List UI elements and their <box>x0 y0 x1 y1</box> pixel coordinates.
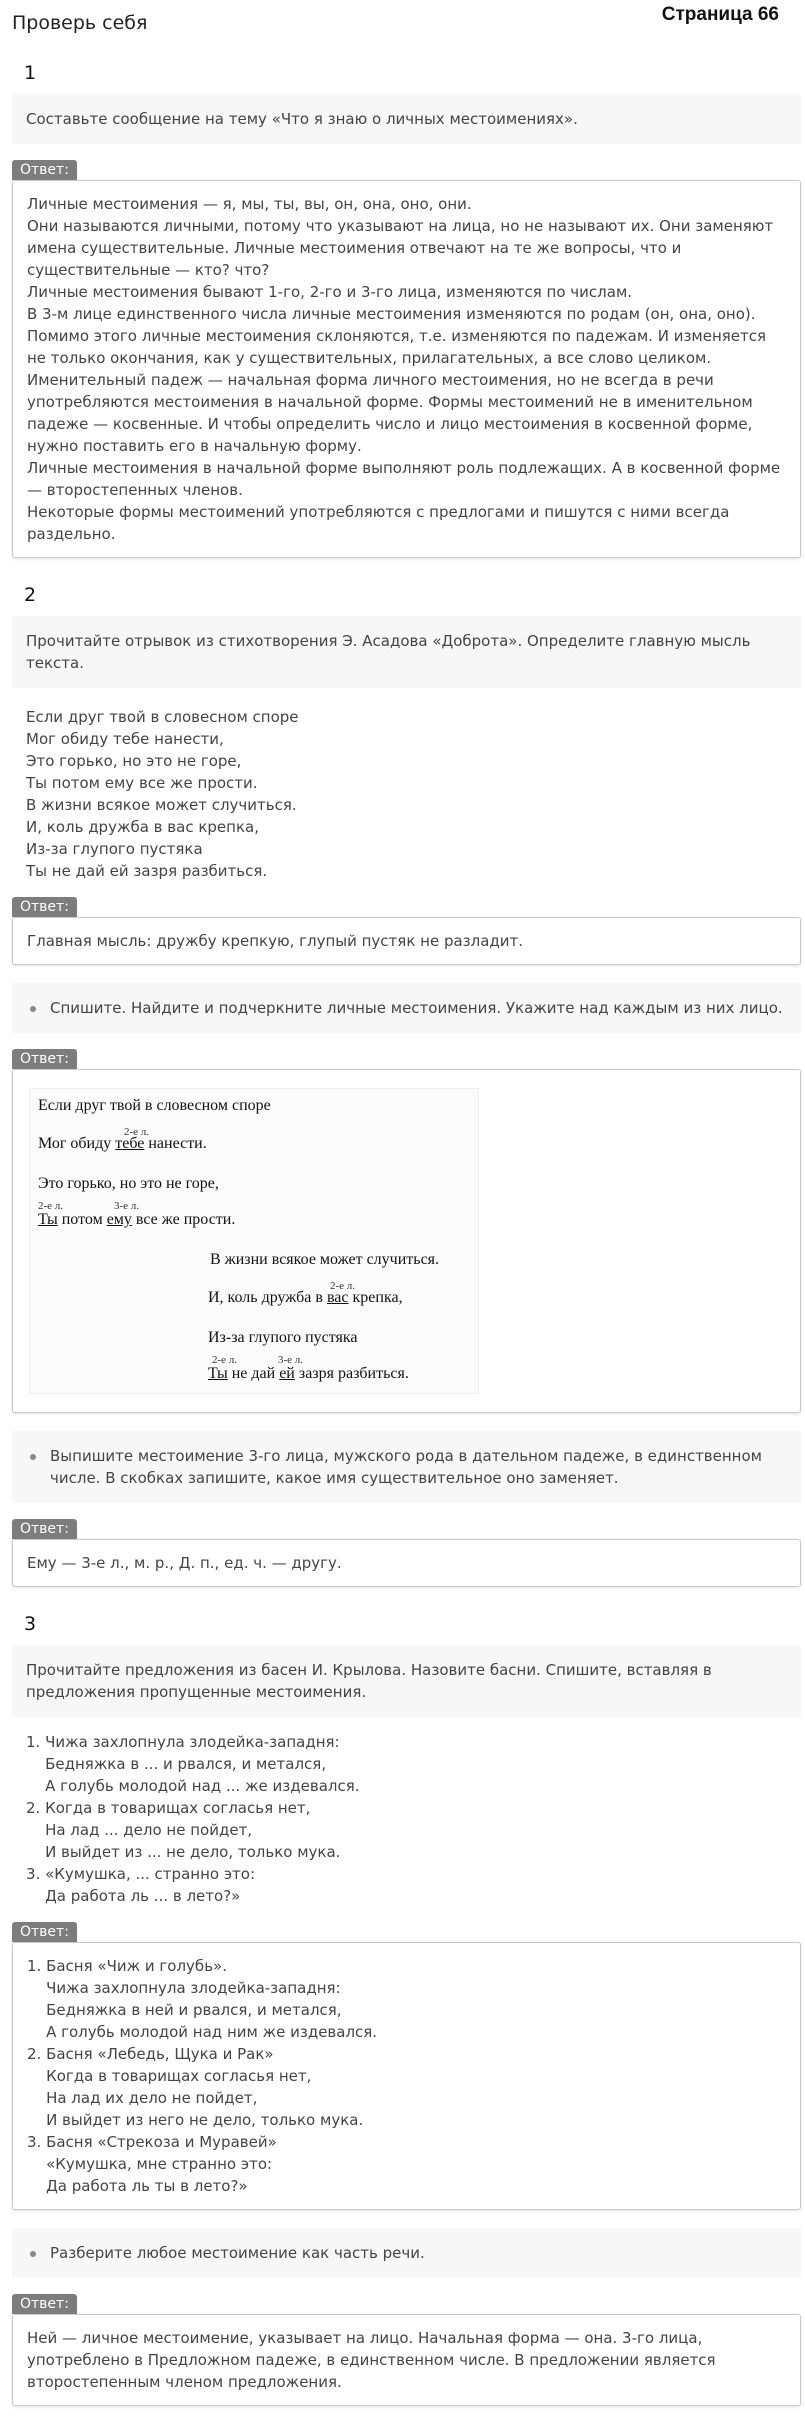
answer-paragraph: Ему — 3-е л., м. р., Д. п., ед. ч. — другу. <box>27 1554 342 1572</box>
scan-line: И, коль дружба в вас крепка, <box>208 1289 403 1306</box>
underlined-pronoun: Ты <box>38 1211 58 1228</box>
section-number: 2 <box>24 584 37 606</box>
list-item: А голубь молодой над ним же издевался. <box>27 2023 378 2041</box>
bullet-icon <box>30 1454 36 1460</box>
answer-paragraph: В 3-м лице единственного числа личные местоимения изменяются по родам (он, она, оно). Помимо этого личные местоимения склоняются, т.е. изменяются по падежам. И изменяется не только окончания, как у существительных, прилагательных, а все слово целиком. <box>27 305 767 367</box>
answer-paragraph: Они называются личными, потому что указывают на лица, но не называют их. Они заменяют имена существительные. Личные местоимения отвечают на те же вопросы, что и существительные — кто? что? <box>27 217 774 279</box>
answer-paragraph: Личные местоимения в начальной форме выполняют роль подлежащих. А в косвенной форме — второстепенных членов. <box>27 459 781 499</box>
underlined-pronoun: ей <box>279 1365 295 1382</box>
answer-paragraph: Личные местоимения бывают 1-го, 2-го и 3-го лица, изменяются по числам. <box>27 283 633 301</box>
scan-mark: 3-е л. <box>278 1354 304 1366</box>
scan-mark: 2-е л. <box>38 1200 64 1212</box>
list-item: Бедняжка в ... и рвался, и метался, <box>26 1755 327 1773</box>
answer-label: Ответ: <box>12 2294 77 2314</box>
list-item: 2. Басня «Лебедь, Щука и Рак» <box>27 2045 274 2063</box>
answer-box <box>12 180 801 558</box>
list-item: 1. Чижа захлопнула злодейка-западня: <box>26 1733 340 1751</box>
task-label: Спишите. Найдите и подчеркните личные местоимения. Укажите над каждым из них лицо. <box>50 999 783 1017</box>
answer-label: Ответ: <box>12 1922 77 1942</box>
underlined-pronoun: вас <box>326 1289 349 1306</box>
answer-paragraph: Некоторые формы местоимений употребляются с предлогами и пишутся с ними всегда раздельно. <box>27 503 730 543</box>
answer-box <box>12 1069 801 1413</box>
task-label: Разберите любое местоимение как часть речи. <box>50 2244 425 2262</box>
scan-line: Ты потом ему все же прости. <box>38 1211 236 1228</box>
poem-line: Ты не дай ей зазря разбиться. <box>26 862 268 880</box>
scan-mark: 2-е л. <box>212 1354 238 1366</box>
poem-line: Из-за глупого пустяка <box>26 840 203 858</box>
task-label: Выпишите местоимение 3-го лица, мужского рода в дательном падеже, в единственном числе. В скобках запишите, какое имя существительное оно заменяет. <box>50 1447 762 1487</box>
bullet-icon <box>30 2251 36 2257</box>
list-item: И выйдет из него не дело, только мука. <box>27 2111 364 2129</box>
answer-label: Ответ: <box>12 1049 77 1069</box>
content <box>12 56 801 2406</box>
task-text: Прочитайте предложения из басен И. Крылова. Назовите басни. Спишите, вставляя в предложения пропущенные местоимения. <box>12 1645 801 1717</box>
section-number: 3 <box>24 1613 37 1635</box>
answer-list <box>27 1955 786 2197</box>
answer-paragraph: Ней — личное местоимение, указывает на лицо. Начальная форма — она. 3-го лица, употреблено в Предложном падеже, в единственном числе. В предложении является второстепенным членом предложения. <box>27 2329 716 2391</box>
list-item: 3. Басня «Стрекоза и Муравей» <box>27 2133 277 2151</box>
task-text: Прочитайте отрывок из стихотворения Э. Асадова «Доброта». Определите главную мысль текста. <box>12 616 801 688</box>
scan-line: Это горько, но это не горе, <box>38 1175 219 1192</box>
scanned-image <box>29 1088 479 1394</box>
scan-mark: 2-е л. <box>124 1126 150 1138</box>
section-number: 1 <box>24 62 37 84</box>
answer-box <box>12 1539 801 1587</box>
task-text <box>12 983 801 1033</box>
scan-line: Ты не дай ей зазря разбиться. <box>208 1365 409 1382</box>
underlined-pronoun: ему <box>106 1211 132 1228</box>
poem-line: Ты потом ему все же прости. <box>26 774 258 792</box>
list-item: А голубь молодой над ... же издевался. <box>26 1777 360 1795</box>
fable-list <box>26 1731 801 1907</box>
list-item: 1. Басня «Чиж и голубь». <box>27 1957 227 1975</box>
poem-line: И, коль дружба в вас крепка, <box>26 818 259 836</box>
poem-line: В жизни всякое может случиться. <box>26 796 297 814</box>
poem-line: Мог обиду тебе нанести, <box>26 730 224 748</box>
bullet-icon <box>30 1006 36 1012</box>
answer-label: Ответ: <box>12 897 77 917</box>
task-text: Составьте сообщение на тему «Что я знаю о личных местоимениях». <box>12 94 801 144</box>
list-item: Бедняжка в ней и рвался, и метался, <box>27 2001 342 2019</box>
answer-paragraph: Главная мысль: дружбу крепкую, глупый пустяк не разладит. <box>27 932 524 950</box>
list-item: Да работа ль ... в лето?» <box>26 1887 241 1905</box>
scan-line: В жизни всякое может случиться. <box>210 1251 440 1268</box>
page-title: Проверь себя <box>12 12 148 34</box>
list-item: 3. «Кумушка, ... странно это: <box>26 1865 256 1883</box>
answer-paragraph: Личные местоимения — я, мы, ты, вы, он, она, оно, они. <box>27 195 472 213</box>
list-item: На лад их дело не пойдет, <box>27 2089 258 2107</box>
scan-line: Если друг твой в словесном споре <box>38 1097 271 1114</box>
underlined-pronoun: Ты <box>208 1365 228 1382</box>
task-text <box>12 1431 801 1503</box>
list-item: Чижа захлопнула злодейка-западня: <box>27 1979 341 1997</box>
answer-label: Ответ: <box>12 160 77 180</box>
answer-label: Ответ: <box>12 1519 77 1539</box>
list-item: Да работа ль ты в лето?» <box>27 2177 248 2195</box>
poem <box>26 706 801 882</box>
task-text <box>12 2228 801 2278</box>
answer-box <box>12 1942 801 2210</box>
list-item: И выйдет из ... не дело, только мука. <box>26 1843 341 1861</box>
scan-line: Из-за глупого пустяка <box>208 1329 358 1346</box>
answer-paragraph: Именительный падеж — начальная форма личного местоимения, но не всегда в речи употребляются местоимения в начальной форме. Формы местоимений не в именительном падеже — косвенные. И чтобы определить число и лицо местоимения в косвенной форме, нужно поставить его в начальную форму. <box>27 371 753 455</box>
answer-box <box>12 2314 801 2406</box>
list-item: «Кумушка, мне странно это: <box>27 2155 273 2173</box>
scan-mark: 3-е л. <box>114 1200 140 1212</box>
answer-box <box>12 917 801 965</box>
list-item: На лад ... дело не пойдет, <box>26 1821 253 1839</box>
page-number: Страница 66 <box>661 4 779 25</box>
scan-line: Мог обиду тебе нанести. <box>38 1135 207 1152</box>
list-item: 2. Когда в товарищах согласья нет, <box>26 1799 311 1817</box>
scan-mark: 2-е л. <box>330 1280 356 1292</box>
list-item: Когда в товарищах согласья нет, <box>27 2067 312 2085</box>
poem-line: Если друг твой в словесном споре <box>26 708 299 726</box>
poem-line: Это горько, но это не горе, <box>26 752 242 770</box>
underlined-pronoun: тебе <box>115 1135 145 1152</box>
